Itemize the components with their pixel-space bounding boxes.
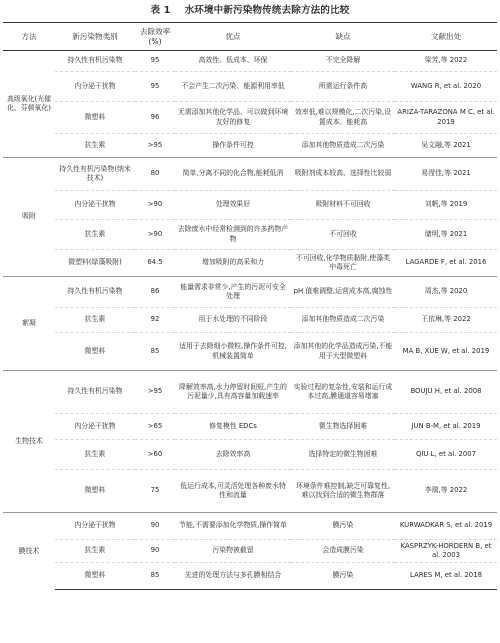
- reference: WANG R, et al. 2020: [395, 72, 497, 102]
- removal-efficiency: 92: [135, 308, 175, 333]
- advantages: 污染物被截留: [175, 540, 291, 563]
- table-row: [3, 440, 497, 470]
- advantages: 降解效率高,水力停留时间短,产生的污泥量少,具有高容量加载速率: [175, 371, 291, 414]
- disadvantages: 不可回收: [291, 220, 395, 250]
- reference: LAGARDE F, et al. 2016: [395, 250, 497, 277]
- reference: KASPRZYK-HORDERN B, et al. 2003: [395, 540, 497, 563]
- advantages: 简单,分离不同的化合物,能耗低消: [175, 158, 291, 191]
- removal-efficiency: >60: [135, 440, 175, 470]
- advantages: 低运行成本,可灵活处理各种废水特性和流量: [175, 470, 291, 513]
- pollutant-category: 抗生素: [55, 308, 135, 333]
- removal-efficiency: 96: [135, 102, 175, 134]
- disadvantages: 膜污染: [291, 563, 395, 590]
- disadvantages: 不完全降解: [291, 51, 395, 72]
- reference: 周杰,等 2020: [395, 277, 497, 308]
- removal-efficiency: 85: [135, 333, 175, 371]
- reference: KURWADKAR S, et al. 2019: [395, 513, 497, 540]
- pollutant-category: 抗生素: [55, 134, 135, 158]
- method-cell: 吸附: [3, 158, 55, 277]
- advantages: 用于水处理的不同阶段: [175, 308, 291, 333]
- pollutant-category: 持久性有机污染物: [55, 277, 135, 308]
- reference: 梁芳,等 2022: [395, 51, 497, 72]
- pollutant-category: 微塑料: [55, 333, 135, 371]
- comparison-table: [3, 22, 497, 590]
- advantages: 增加吸附的高采和力: [175, 250, 291, 277]
- table-title: 水环境中新污染物传统去除方法的比较: [184, 5, 350, 16]
- disadvantages: 添加其他物质造成二次污染: [291, 134, 395, 158]
- reference: LARES M, et al. 2018: [395, 563, 497, 590]
- reference: JUN B-M, et al. 2019: [395, 414, 497, 440]
- disadvantages: 会造成膜污染: [291, 540, 395, 563]
- reference: 储明,等 2021: [395, 220, 497, 250]
- removal-efficiency: >90: [135, 191, 175, 220]
- removal-efficiency: 90: [135, 540, 175, 563]
- advantages: 能量需求非常少,产生的污泥可安全处理: [175, 277, 291, 308]
- reference: 李瑞,等 2022: [395, 470, 497, 513]
- removal-efficiency: 75: [135, 470, 175, 513]
- pollutant-category: 内分泌干扰物: [55, 414, 135, 440]
- advantages: 操作条件可控: [175, 134, 291, 158]
- disadvantages: 吸附材料不可回收: [291, 191, 395, 220]
- pollutant-category: 持久性有机污染物: [55, 371, 135, 414]
- disadvantages: 微生物选择困难: [291, 414, 395, 440]
- table-row: [3, 51, 497, 72]
- reference: 易滢佳,等 2021: [395, 158, 497, 191]
- advantages: 节能,不需要添加化学物质,操作简单: [175, 513, 291, 540]
- header-method: 方法: [3, 23, 55, 51]
- disadvantages: 实验过程的复杂性,安装和运行成本过高,膜通道容易堵塞: [291, 371, 395, 414]
- pollutant-category: 微塑料: [55, 102, 135, 134]
- table-row: [3, 134, 497, 158]
- table-number: 表 1: [150, 5, 171, 16]
- advantages: 不会产生二次污染、能源利用率低: [175, 72, 291, 102]
- table-row: [3, 308, 497, 333]
- advantages: 先进的处理方法与多孔膜相结合: [175, 563, 291, 590]
- removal-efficiency: >95: [135, 134, 175, 158]
- disadvantages: 膜污染: [291, 513, 395, 540]
- pollutant-category: 抗生素: [55, 220, 135, 250]
- table-row: [3, 220, 497, 250]
- table-row: [3, 371, 497, 414]
- header-disadvantages: 缺点: [291, 23, 395, 51]
- removal-efficiency: 86: [135, 277, 175, 308]
- method-cell: 高级氧化(光催化、芬顿氧化): [6, 94, 52, 112]
- table-row: [3, 191, 497, 220]
- disadvantages: 所需运行条件高: [291, 72, 395, 102]
- table-row: [3, 513, 497, 540]
- removal-efficiency: >65: [135, 414, 175, 440]
- reference: MA B, XUE W, et al. 2019: [395, 333, 497, 371]
- pollutant-category: 内分泌干扰物: [55, 513, 135, 540]
- disadvantages: 添加其他物质造成二次污染: [291, 308, 395, 333]
- pollutant-category: 抗生素: [55, 540, 135, 563]
- header-reference: 文献出处: [395, 23, 497, 51]
- reference: BOUJU H, et al. 2008: [395, 371, 497, 414]
- table-row: [3, 158, 497, 191]
- advantages: 处理效果好: [175, 191, 291, 220]
- disadvantages: 不可回收,化学物质黏附,使藻类中毒死亡: [291, 250, 395, 277]
- method-cell: 絮凝: [3, 277, 55, 371]
- pollutant-category: 微塑料: [55, 563, 135, 590]
- header-row: [3, 23, 497, 51]
- disadvantages: 环境条件难控制,缺乏可靠复性,难以找到合适的微生物群落: [291, 470, 395, 513]
- pollutant-category: 微塑料: [55, 470, 135, 513]
- disadvantages: pH 值难调整,运营成本高,腐蚀性: [291, 277, 395, 308]
- pollutant-category: 微塑料(绿藻吸附): [55, 250, 135, 277]
- removal-efficiency: 90: [135, 513, 175, 540]
- advantages: 无需添加其他化学品、可以做到环境友好的修复: [175, 102, 291, 134]
- table-row: [3, 250, 497, 277]
- removal-efficiency: >95: [135, 371, 175, 414]
- disadvantages: 效率低,难以规模化,二次污染,设置成本、能耗高: [291, 102, 395, 134]
- disadvantages: 添加其他的化学品造成污染,不能用于大型微塑料: [291, 333, 395, 371]
- pollutant-category: 持久性有机污染物: [55, 51, 135, 72]
- reference: QIU L, et al. 2007: [395, 440, 497, 470]
- pollutant-category: 内分泌干扰物: [55, 72, 135, 102]
- table-row: [3, 540, 497, 563]
- header-advantages: 优点: [175, 23, 291, 51]
- table-row: [3, 102, 497, 134]
- header-category: 新污染物类别: [55, 23, 135, 51]
- header-efficiency: 去除效率(%): [135, 23, 175, 51]
- method-cell: 膜技术: [3, 513, 55, 590]
- advantages: 修复模性 EDCs: [175, 414, 291, 440]
- reference: ARIZA-TARAZONA M C, et al. 2019: [395, 102, 497, 134]
- table-row: [3, 277, 497, 308]
- reference: 王依琳,等 2022: [395, 308, 497, 333]
- table-row: [3, 414, 497, 440]
- removal-efficiency: 80: [135, 158, 175, 191]
- pollutant-category: 抗生素: [55, 440, 135, 470]
- reference: 吴文融,等 2021: [395, 134, 497, 158]
- advantages: 去除效率高: [175, 440, 291, 470]
- disadvantages: 选择特定的微生物困难: [291, 440, 395, 470]
- advantages: 适用于去除细小微粒,操作条件可控,机械装置简单: [175, 333, 291, 371]
- table-row: [3, 72, 497, 102]
- table-row: [3, 333, 497, 371]
- method-cell: 生物技术: [3, 371, 55, 513]
- reference: 刘帆,等 2019: [395, 191, 497, 220]
- removal-efficiency: >90: [135, 220, 175, 250]
- pollutant-category: 内分泌干扰物: [55, 191, 135, 220]
- advantages: 高效性、低成本、环保: [175, 51, 291, 72]
- removal-efficiency: 64.5: [135, 250, 175, 277]
- removal-efficiency: 95: [135, 72, 175, 102]
- table-body: [3, 51, 497, 590]
- removal-efficiency: 85: [135, 563, 175, 590]
- table-row: [3, 470, 497, 513]
- table-row: [3, 563, 497, 590]
- advantages: 去除废水中经常检测到的许多药物产物: [175, 220, 291, 250]
- table-caption: [0, 0, 500, 22]
- disadvantages: 吸附剂成本较高、选择性比较弱: [291, 158, 395, 191]
- pollutant-category: 持久性有机污染物(纳米技术): [55, 158, 135, 191]
- removal-efficiency: 95: [135, 51, 175, 72]
